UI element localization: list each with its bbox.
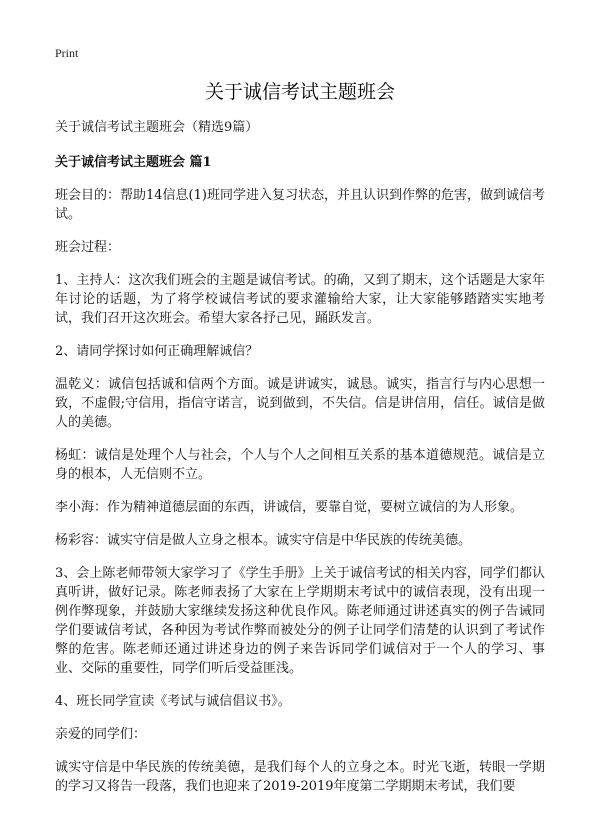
paragraph-host: 1、主持人：这次我们班会的主题是诚信考试。的确，又到了期末，这个话题是大家年年讨论的话题，为了将学校诚信考试的要求灌输给大家，让大家能够踏踏实实地考试，我们召开这次班会。希望大家各抒己见，踊跃发言。 bbox=[55, 273, 545, 326]
page-title: 关于诚信考试主题班会 bbox=[204, 81, 395, 103]
paragraph-speaker-yangcairong: 杨彩容：诚实守信是做人立身之根本。诚实守信是中华民族的传统美德。 bbox=[55, 533, 472, 548]
print-link[interactable]: Print bbox=[55, 46, 79, 60]
paragraph-greeting: 亲爱的同学们： bbox=[55, 727, 147, 742]
paragraph-question: 2、请同学探讨如何正确理解诚信？ bbox=[55, 344, 259, 359]
document-body bbox=[55, 118, 545, 810]
paragraph-purpose: 班会目的：帮助14信息(1)班同学进入复习状态，并且认识到作弊的危害，做到诚信考试。 bbox=[55, 188, 545, 222]
document-subtitle: 关于诚信考试主题班会（精选9篇） bbox=[55, 120, 259, 135]
paragraph-speaker-li: 李小海：作为精神道德层面的东西，讲诚信，要靠自觉，要树立诚信的为人形象。 bbox=[55, 500, 524, 515]
paragraph-process-label: 班会过程： bbox=[55, 240, 121, 255]
section-heading: 关于诚信考试主题班会 篇1 bbox=[55, 155, 212, 170]
paragraph-monitor: 4、班长同学宣读《考试与诚信倡议书》。 bbox=[55, 694, 291, 709]
paragraph-speaker-yanghong: 杨虹：诚信是处理个人与社会，个人与个人之间相互关系的基本道德规范。诚信是立身的根本，人无信则不立。 bbox=[55, 448, 545, 482]
paragraph-teacher: 3、会上陈老师带领大家学习了《学生手册》上关于诚信考试的相关内容，同学们都认真听讲，做好记录。陈老师表扬了大家在上学期期末考试中的诚信表现，没有出现一例作弊现象，并鼓励大家继续发扬这种优良作风。陈老师通过讲述真实的例子告诫同学们要诚信考试，各种因为考试作弊而被处分的例子让同学们清楚的认识到了考试作弊的危害。陈老师还通过讲述身边的例子来告诉同学们诚信对于一个人的学习、事业、交际的重要性，同学们听后受益匪浅。 bbox=[55, 566, 545, 676]
paragraph-initiative: 诚实守信是中华民族的传统美德，是我们每个人的立身之本。时光飞逝，转眼一学期的学习又将告一段落，我们也迎来了2019-2019年度第二学期期末考试，我们要 bbox=[55, 760, 545, 794]
paragraph-speaker-wen: 温乾义：诚信包括诚和信两个方面。诚是讲诚实，诚恳。诚实，指言行与内心思想一致，不虚假;守信用，指信守诺言，说到做到，不失信。信是讲信用，信任。诚信是做人的美德。 bbox=[55, 377, 545, 430]
